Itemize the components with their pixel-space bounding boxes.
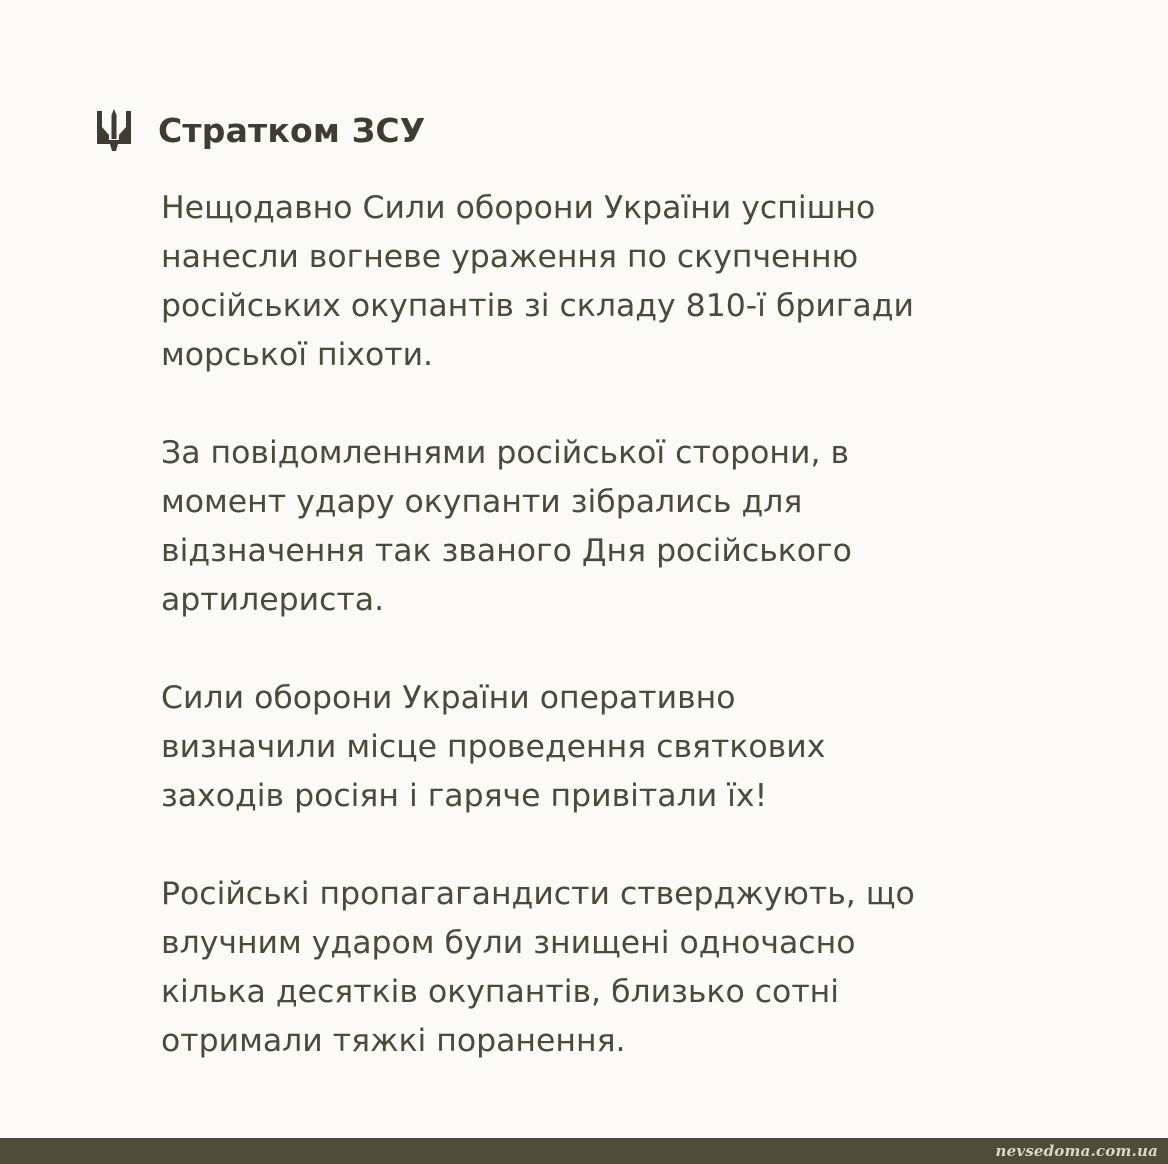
- paragraph-line: російських окупантів зі складу 810-ї бригади: [161, 288, 914, 324]
- paragraph-line: артилериста.: [161, 582, 385, 618]
- footer-bar: [0, 1138, 1168, 1164]
- post-body: [161, 184, 1061, 1115]
- brand-name: Стратком ЗСУ: [158, 110, 426, 150]
- paragraph-line: влучним ударом були знищені одночасно: [161, 925, 856, 961]
- paragraph-4: [161, 870, 1061, 1066]
- paragraph-line: Російські пропагагандисти стверджують, що: [161, 876, 915, 912]
- paragraph-line: Сили оборони України оперативно: [161, 680, 736, 716]
- paragraph-line: відзначення так званого Дня російського: [161, 533, 852, 569]
- paragraph-line: заходів росіян і гаряче привітали їх!: [161, 778, 768, 814]
- paragraph-line: нанесли вогневе ураження по скупченню: [161, 239, 859, 275]
- watermark: nevsedoma.com.ua: [995, 1142, 1158, 1160]
- paragraph-1: [161, 184, 1061, 380]
- paragraph-line: визначили місце проведення святкових: [161, 729, 826, 765]
- paragraph-line: момент удару окупанти зібрались для: [161, 484, 803, 520]
- post-header: [96, 104, 425, 156]
- paragraph-line: Нещодавно Сили оборони України успішно: [161, 190, 876, 226]
- paragraph-line: кілька десятків окупантів, близько сотні: [161, 974, 840, 1010]
- paragraph-line: морської піхоти.: [161, 337, 434, 373]
- paragraph-3: [161, 674, 1061, 821]
- paragraph-line: отримали тяжкі поранення.: [161, 1023, 626, 1059]
- trident-icon: [96, 109, 132, 151]
- paragraph-line: За повідомленнями російської сторони, в: [161, 435, 850, 471]
- paragraph-2: [161, 429, 1061, 625]
